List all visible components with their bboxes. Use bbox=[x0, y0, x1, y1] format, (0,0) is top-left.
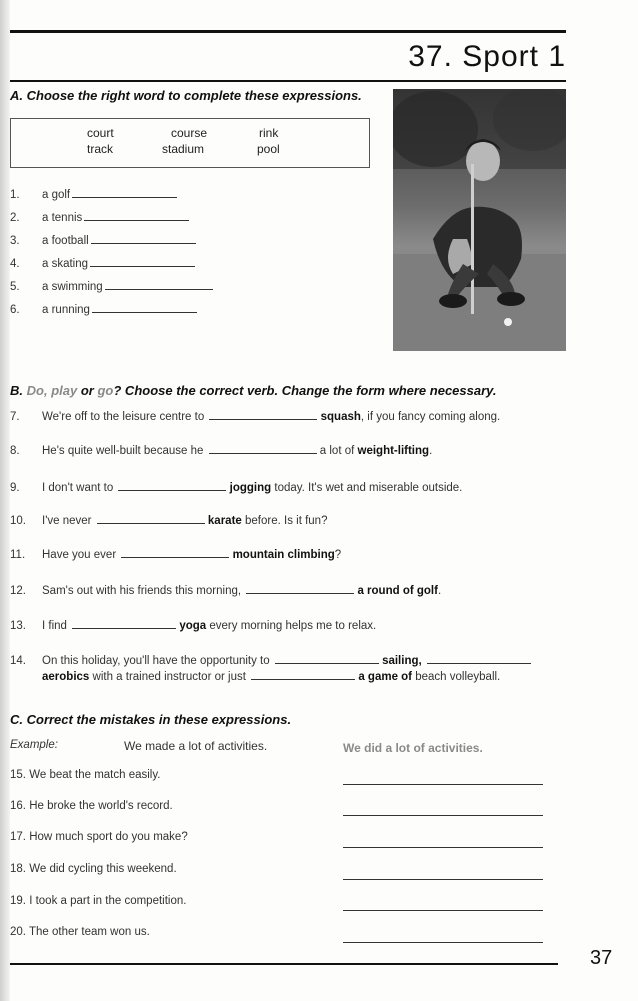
item-number: 12. bbox=[10, 585, 26, 597]
exercise-item bbox=[10, 926, 150, 938]
verb-play: play bbox=[51, 383, 78, 398]
page-number: 37 bbox=[590, 947, 613, 969]
item-text: , bbox=[418, 655, 422, 667]
item-number: 16. bbox=[10, 800, 26, 812]
answer-blank[interactable] bbox=[275, 662, 379, 664]
item-number: 5. bbox=[10, 281, 20, 293]
section-b-heading bbox=[10, 383, 497, 398]
item-text: Sam's out with his friends this morning, bbox=[42, 585, 242, 597]
item-text: a football bbox=[42, 235, 89, 247]
item-number: 18. bbox=[10, 863, 26, 875]
page-title: 37. Sport 1 bbox=[408, 40, 566, 73]
item-text: I find bbox=[42, 620, 67, 632]
answer-blank[interactable] bbox=[118, 489, 226, 491]
item-number: 20. bbox=[10, 926, 26, 938]
item-text: We did cycling this weekend. bbox=[29, 863, 177, 875]
item-text: today. It's wet and miserable outside. bbox=[274, 482, 463, 494]
item-text: How much sport do you make? bbox=[29, 831, 188, 843]
answer-line[interactable] bbox=[343, 942, 543, 943]
word-option: course bbox=[171, 126, 208, 140]
or-text: or bbox=[80, 383, 94, 398]
item-number: 15. bbox=[10, 769, 26, 781]
verb-do: Do bbox=[26, 383, 44, 398]
answer-blank[interactable] bbox=[72, 196, 177, 198]
item-text: The other team won us. bbox=[29, 926, 150, 938]
item-text: On this holiday, you'll have the opportunity to bbox=[42, 655, 270, 667]
item-number: 19. bbox=[10, 895, 26, 907]
item-number: 4. bbox=[10, 258, 20, 270]
word-option: track bbox=[87, 142, 114, 156]
item-text: a skating bbox=[42, 258, 89, 270]
word-option: rink bbox=[259, 126, 279, 140]
example-label: Example: bbox=[10, 739, 58, 751]
item-number: 2. bbox=[10, 212, 20, 224]
page-binding-shadow bbox=[0, 0, 10, 1001]
golfer-photo bbox=[393, 89, 566, 351]
word-option: pool bbox=[257, 142, 280, 156]
answer-blank[interactable] bbox=[92, 311, 197, 313]
answer-blank[interactable] bbox=[427, 662, 531, 664]
exercise-item bbox=[10, 863, 177, 875]
item-bold: aerobics bbox=[42, 671, 90, 683]
item-text: He broke the world's record. bbox=[29, 800, 173, 812]
exercise-item bbox=[10, 618, 376, 634]
item-text: I don't want to bbox=[42, 482, 114, 494]
item-text: Have you ever bbox=[42, 549, 117, 561]
verb-go: go bbox=[97, 383, 114, 398]
exercise-item bbox=[10, 409, 500, 425]
top-rule bbox=[10, 30, 566, 33]
item-text: He's quite well-built because he bbox=[42, 445, 204, 457]
answer-line[interactable] bbox=[343, 847, 543, 848]
answer-line[interactable] bbox=[343, 879, 543, 880]
item-number: 1. bbox=[10, 189, 20, 201]
item-bold: a round of golf bbox=[357, 585, 438, 597]
word-box bbox=[10, 118, 370, 168]
item-number: 7. bbox=[10, 411, 20, 423]
section-b-instructions: ? Choose the correct verb. Change the form where necessary. bbox=[113, 383, 497, 398]
item-bold: mountain climbing bbox=[232, 549, 335, 561]
item-number: 10. bbox=[10, 515, 26, 527]
item-bold: karate bbox=[207, 515, 242, 527]
item-number: 8. bbox=[10, 445, 20, 457]
exercise-item bbox=[10, 513, 327, 529]
answer-blank[interactable] bbox=[97, 522, 205, 524]
answer-blank[interactable] bbox=[209, 452, 317, 454]
exercise-item bbox=[10, 235, 196, 247]
item-bold: a game of bbox=[358, 671, 413, 683]
title-rule bbox=[10, 80, 566, 82]
item-text: a tennis bbox=[42, 212, 83, 224]
exercise-item bbox=[10, 831, 188, 843]
example-answer: We did a lot of activities. bbox=[343, 741, 483, 755]
answer-blank[interactable] bbox=[246, 592, 354, 594]
exercise-item bbox=[10, 895, 186, 907]
comma: , bbox=[43, 383, 48, 398]
item-text: before. Is it fun? bbox=[245, 515, 328, 527]
exercise-item bbox=[10, 547, 341, 563]
item-text: I took a part in the competition. bbox=[29, 895, 187, 907]
item-text: I've never bbox=[42, 515, 92, 527]
item-number: 3. bbox=[10, 235, 20, 247]
answer-blank[interactable] bbox=[209, 418, 317, 420]
exercise-item bbox=[10, 769, 160, 781]
answer-line[interactable] bbox=[343, 910, 543, 911]
answer-line[interactable] bbox=[343, 784, 543, 785]
item-text: beach volleyball. bbox=[415, 671, 501, 683]
item-bold: weight-lifting bbox=[357, 445, 430, 457]
item-text: a running bbox=[42, 304, 90, 316]
item-number: 11. bbox=[10, 549, 26, 561]
item-text: We beat the match easily. bbox=[29, 769, 161, 781]
section-letter: B. bbox=[10, 383, 23, 398]
exercise-item bbox=[10, 443, 432, 459]
item-bold: sailing bbox=[382, 655, 419, 667]
item-text: a lot of bbox=[319, 445, 355, 457]
exercise-item bbox=[10, 189, 177, 201]
item-bold: squash bbox=[320, 411, 361, 423]
item-number: 6. bbox=[10, 304, 20, 316]
item-text: ? bbox=[334, 549, 342, 561]
section-c-heading: C. Correct the mistakes in these expressions. bbox=[10, 712, 292, 727]
exercise-item bbox=[10, 653, 570, 685]
exercise-item bbox=[10, 800, 173, 812]
exercise-item bbox=[10, 281, 213, 293]
item-text: . bbox=[437, 585, 442, 597]
item-text: We're off to the leisure centre to bbox=[42, 411, 205, 423]
item-bold: jogging bbox=[229, 482, 272, 494]
item-number: 13. bbox=[10, 620, 26, 632]
example-text: We made a lot of activities. bbox=[124, 739, 268, 753]
answer-line[interactable] bbox=[343, 815, 543, 816]
item-text: , if you fancy coming along. bbox=[360, 411, 501, 423]
item-number: 9. bbox=[10, 482, 20, 494]
exercise-item bbox=[10, 304, 197, 316]
item-text: a swimming bbox=[42, 281, 103, 293]
word-option: stadium bbox=[162, 142, 205, 156]
answer-blank[interactable] bbox=[105, 288, 213, 290]
item-text: every morning helps me to relax. bbox=[209, 620, 377, 632]
answer-blank[interactable] bbox=[91, 242, 196, 244]
answer-blank[interactable] bbox=[121, 556, 229, 558]
item-text: with a trained instructor or just bbox=[92, 671, 246, 683]
exercise-item bbox=[10, 258, 195, 270]
item-text: a golf bbox=[42, 189, 71, 201]
item-bold: yoga bbox=[179, 620, 207, 632]
word-option: court bbox=[87, 126, 114, 140]
bottom-rule bbox=[10, 963, 558, 965]
exercise-item bbox=[10, 212, 189, 224]
answer-blank[interactable] bbox=[90, 265, 195, 267]
exercise-item bbox=[10, 480, 462, 496]
item-text: . bbox=[429, 445, 433, 457]
answer-blank[interactable] bbox=[251, 678, 355, 680]
golfer-illustration bbox=[393, 89, 566, 351]
exercise-item bbox=[10, 583, 441, 599]
answer-blank[interactable] bbox=[72, 627, 176, 629]
section-a-heading: A. Choose the right word to complete these expressions. bbox=[10, 88, 362, 103]
item-number: 14. bbox=[10, 655, 26, 667]
item-number: 17. bbox=[10, 831, 26, 843]
answer-blank[interactable] bbox=[84, 219, 189, 221]
